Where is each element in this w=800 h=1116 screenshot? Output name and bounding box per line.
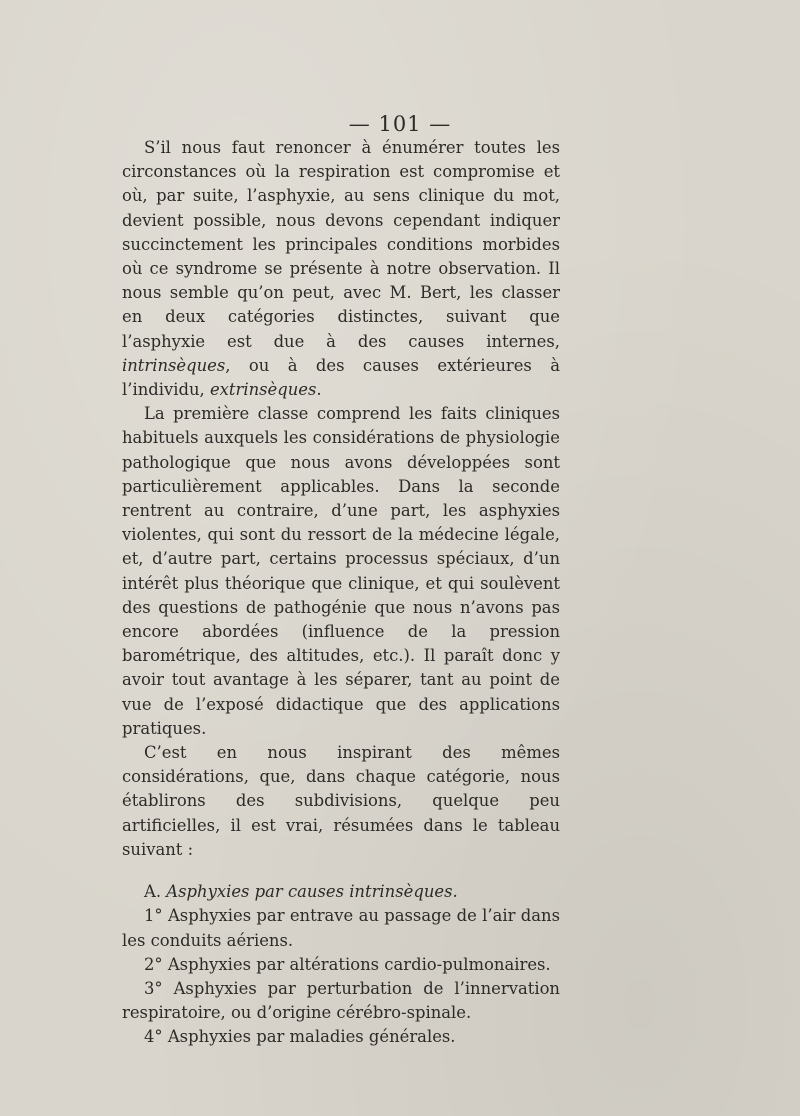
list-item: 1° Asphyxies par entrave au passage de l’air dans les conduits aériens. xyxy=(122,906,560,950)
term-intrinseques: intrinsèques xyxy=(122,355,226,375)
list-item: 3° Asphyxies par perturbation de l’innervation respiratoire, ou d’origine cérébro-spinale. xyxy=(122,978,560,1023)
classification-title: Asphyxies par causes intrinsèques. xyxy=(166,882,458,902)
list-item: 2° Asphyxies par altérations cardio-pulmonaires. xyxy=(144,954,551,974)
body-text xyxy=(122,136,560,1050)
paragraph-3: C’est en nous inspirant des mêmes considérations, que, dans chaque catégorie, nous établirons des subdivisions, quelque peu artificielles, il est vrai, résumées dans le tableau suivant : xyxy=(122,743,560,859)
paragraph-1-part-1: S’il nous faut renoncer à énumérer toutes les circonstances où la respiration est compromise et où, par suite, l’asphyxie, au sens clinique du mot, devient possible, nous devons cependant indiquer succinctement les principales conditions morbides où ce syndrome se présente à notre observation. Il nous semble qu’on peut, avec M. Bert, les classer en deux catégories distinctes, suivant que l’asphyxie est due à des causes internes, xyxy=(122,138,560,351)
term-extrinseques: extrinsèques xyxy=(209,380,317,400)
paragraph-2: La première classe comprend les faits cliniques habituels auxquels les considérations de physiologie pathologique que nous avons développées sont particulièrement applicables. Dans la seconde rentrent au contraire, d’une part, les asphyxies violentes, qui sont du ressort de la médecine légale, et, d’autre part, certains processus spéciaux, d’un intérêt plus théorique que clinique, et qui soulèvent des questions de pathogénie que nous n’avons pas encore abordées (influence de la pression barométrique, des altitudes, etc.). Il paraît donc y avoir tout avantage à les séparer, tant au point de vue de l’exposé didactique que des applications pratiques. xyxy=(122,404,560,738)
page-number: — 101 — xyxy=(348,112,452,136)
paragraph-1 xyxy=(122,136,560,402)
list-item: 4° Asphyxies par maladies générales. xyxy=(144,1027,456,1047)
paragraph-1-part-2: , ou à des causes extérieures à l’individu, xyxy=(122,355,560,400)
classification-heading xyxy=(122,880,560,904)
paragraph-1-part-3: . xyxy=(316,380,322,400)
classification-letter: A. xyxy=(144,882,162,902)
